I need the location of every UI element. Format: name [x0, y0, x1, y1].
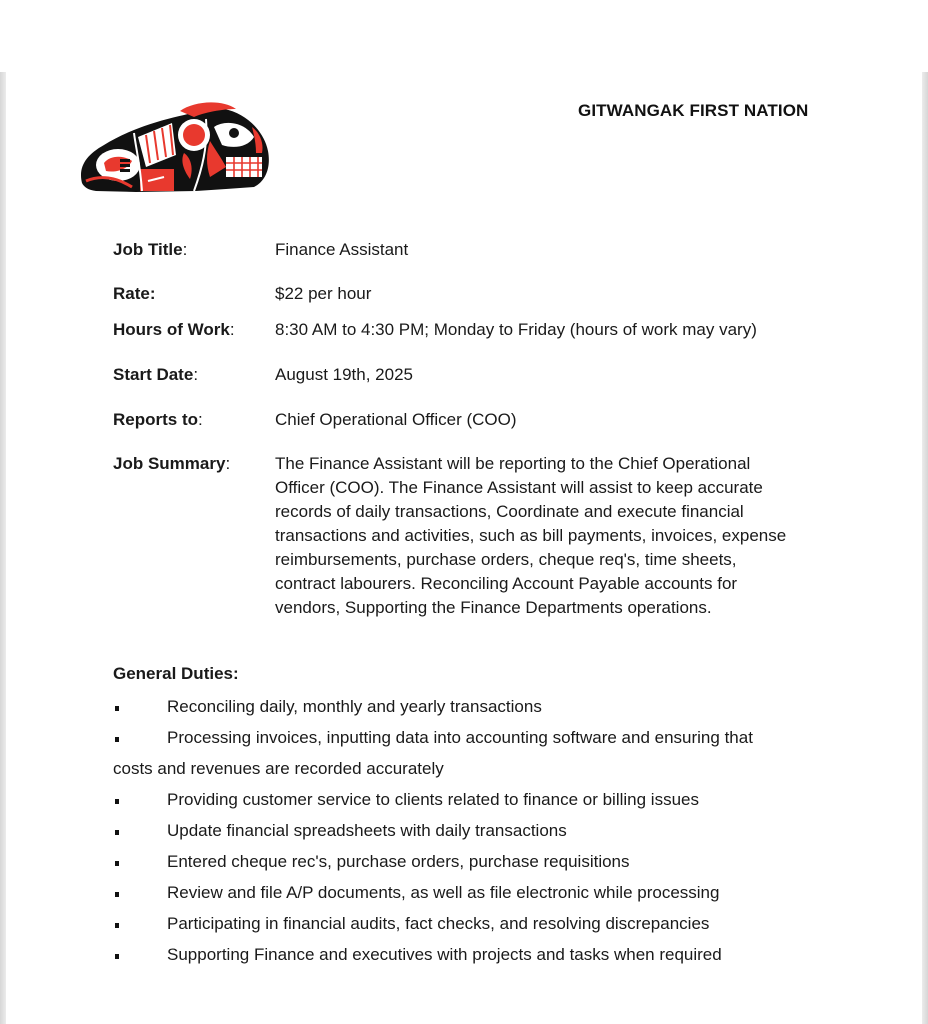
bullet-square-icon	[115, 706, 119, 711]
field-label: Reports to:	[113, 410, 203, 429]
bullet-square-icon	[115, 737, 119, 742]
general-duties-heading: General Duties:	[113, 664, 239, 683]
field-label: Job Title:	[113, 240, 188, 259]
field-value-hours: 8:30 AM to 4:30 PM; Monday to Friday (hours of work may vary)	[275, 320, 757, 339]
bullet-square-icon	[115, 892, 119, 897]
duty-item-continuation: costs and revenues are recorded accurately	[113, 759, 444, 778]
field-label: Start Date:	[113, 365, 199, 384]
bullet-square-icon	[115, 799, 119, 804]
page-edge-right	[922, 72, 928, 1024]
field-value-job-summary: The Finance Assistant will be reporting to the Chief Operational Officer (COO). The Finance Assistant will assist to keep accurate records of daily transactions, Coordinate and execute financial transactions and activities, such as bill payments, invoices, expense reimbursements, purchase orders, cheque req's, time sheets, contract labourers. Reconciling Account Payable accounts for vendors, Supporting the Finance Departments operations.	[275, 454, 787, 617]
field-label: Job Summary:	[113, 454, 231, 473]
bullet-square-icon	[115, 954, 119, 959]
bullet-square-icon	[115, 861, 119, 866]
field-label: Rate:	[113, 284, 156, 303]
field-value-job-title: Finance Assistant	[275, 240, 409, 259]
field-value-start-date: August 19th, 2025	[275, 365, 414, 384]
field-value-reports-to: Chief Operational Officer (COO)	[275, 410, 517, 429]
bullet-square-icon	[115, 923, 119, 928]
field-label: Hours of Work:	[113, 320, 235, 339]
organization-name: GITWANGAK FIRST NATION	[578, 101, 809, 120]
bullet-square-icon	[115, 830, 119, 835]
field-value-rate: $22 per hour	[275, 284, 372, 303]
gitwangak-logo-icon	[76, 97, 272, 195]
